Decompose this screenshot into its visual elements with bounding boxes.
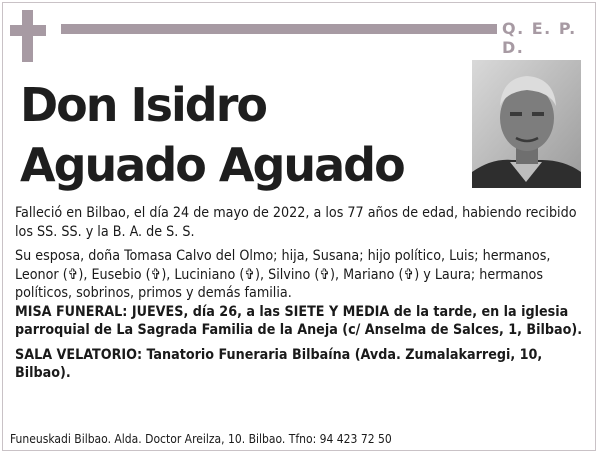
deceased-name-line1: Don Isidro [20,78,267,132]
header-rule [61,24,497,34]
notice-body [15,204,587,383]
cross-icon [10,10,50,62]
wake-room-paragraph: SALA VELATORIO: Tanatorio Funeraria Bilbaína (Avda. Zumalakarregi, 10, Bilbao). [15,346,543,381]
deceased-photo [472,60,581,188]
family-paragraph: Su esposa, doña Tomasa Calvo del Olmo; hija, Susana; hijo político, Luis; hermanos, Leonor (✞), Eusebio (✞), Luciniano (✞), Silvino (✞), Mariano (✞) y Laura; hermanos políticos, sobrinos, primos y demás familia. [15,248,551,301]
qepd-label: Q. E. P. D. [502,19,577,57]
funeral-mass-paragraph: MISA FUNERAL: JUEVES, día 26, a las SIETE Y MEDIA de la tarde, en la iglesia parroquial de La Sagrada Familia de la Aneja (c/ Anselma de Salces, 1, Bilbao). [15,303,583,338]
death-paragraph: Falleció en Bilbao, el día 24 de mayo de 2022, a los 77 años de edad, habiendo recibido los SS. SS. y la B. A. de S. S. [15,205,577,240]
funeral-home-footer: Funeuskadi Bilbao. Alda. Doctor Areilza, 10. Bilbao. Tfno: 94 423 72 50 [10,432,392,446]
deceased-name-line2: Aguado Aguado [20,138,404,192]
